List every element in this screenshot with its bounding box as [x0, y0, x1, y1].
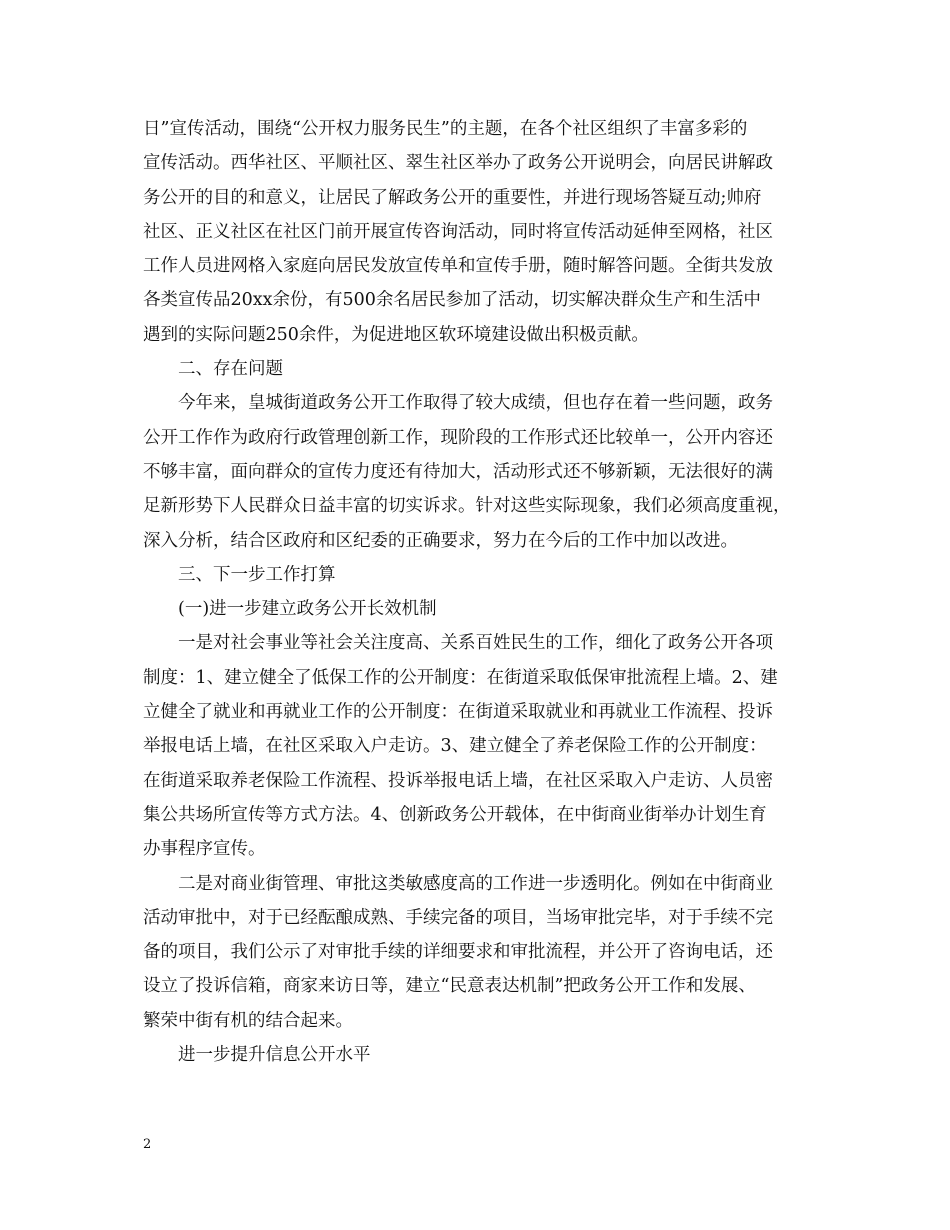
- text-line: 二是对商业街管理、审批这类敏感度高的工作进一步透明化。例如在中街商业: [178, 873, 773, 894]
- text-line: 繁荣中街有机的结合起来。: [143, 1010, 353, 1031]
- text-line: 遇到的实际问题250余件，为促进地区软环境建设做出积极贡献。: [143, 324, 649, 345]
- text-line: 日”宣传活动，围绕“公开权力服务民生”的主题，在各个社区组织了丰富多彩的: [143, 119, 748, 139]
- text-line: 不够丰富，面向群众的宣传力度还有待加大，活动形式还不够新颖，无法很好的满: [143, 461, 773, 482]
- section-heading: 三、下一步工作打算: [178, 564, 336, 585]
- text-line: 举报电话上墙，在社区采取入户走访。3、建立健全了养老保险工作的公开制度：: [143, 736, 767, 757]
- text-line: 设立了投诉信箱，商家来访日等，建立“民意表达机制”把政务公开工作和发展、: [143, 976, 756, 997]
- text-line: 各类宣传品20xx余份，有500余名居民参加了活动，切实解决群众生产和生活中: [143, 290, 761, 311]
- body-text: [143, 112, 827, 1072]
- text-line: 深入分析，结合区政府和区纪委的正确要求，努力在今后的工作中加以改进。: [143, 530, 738, 551]
- text-line: 务公开的目的和意义，让居民了解政务公开的重要性，并进行现场答疑互动;帅府: [143, 187, 762, 208]
- page-number: 2: [143, 1137, 152, 1152]
- text-line: 集公共场所宣传等方式方法。4、创新政务公开载体，在中街商业街举办计划生育: [143, 804, 767, 825]
- text-line: 宣传活动。西华社区、平顺社区、翠生社区举办了政务公开说明会，向居民讲解政: [143, 153, 773, 174]
- section-heading: 二、存在问题: [178, 359, 283, 380]
- text-line: 办事程序宣传。: [143, 839, 266, 860]
- text-line: 足新形势下人民群众日益丰富的切实诉求。针对这些实际现象，我们必须高度重视，: [143, 496, 791, 517]
- text-line: 今年来，皇城街道政务公开工作取得了较大成绩，但也存在着一些问题，政务: [178, 393, 773, 414]
- text-line: 制度：1、建立健全了低保工作的公开制度：在街道采取低保审批流程上墙。2、建: [143, 667, 778, 688]
- text-line: 在街道采取养老保险工作流程、投诉举报电话上墙，在社区采取入户走访、人员密: [143, 770, 773, 791]
- text-line: 公开工作作为政府行政管理创新工作，现阶段的工作形式还比较单一，公开内容还: [143, 427, 773, 448]
- subsection-heading: 进一步提升信息公开水平: [178, 1045, 371, 1066]
- text-line: 备的项目，我们公示了对审批手续的详细要求和审批流程，并公开了咨询电话，还: [143, 942, 773, 963]
- subsection-heading: (一)进一步建立政务公开长效机制: [178, 599, 437, 620]
- text-line: 活动审批中，对于已经酝酿成熟、手续完备的项目，当场审批完毕，对于手续不完: [143, 907, 773, 928]
- text-line: 立健全了就业和再就业工作的公开制度：在街道采取就业和再就业工作流程、投诉: [143, 702, 773, 723]
- text-line: 工作人员进网格入家庭向居民发放宣传单和宣传手册，随时解答问题。全街共发放: [143, 256, 773, 277]
- text-line: 一是对社会事业等社会关注度高、关系百姓民生的工作，细化了政务公开各项: [178, 633, 773, 654]
- text-line: 社区、正义社区在社区门前开展宣传咨询活动，同时将宣传活动延伸至网格，社区: [143, 221, 773, 242]
